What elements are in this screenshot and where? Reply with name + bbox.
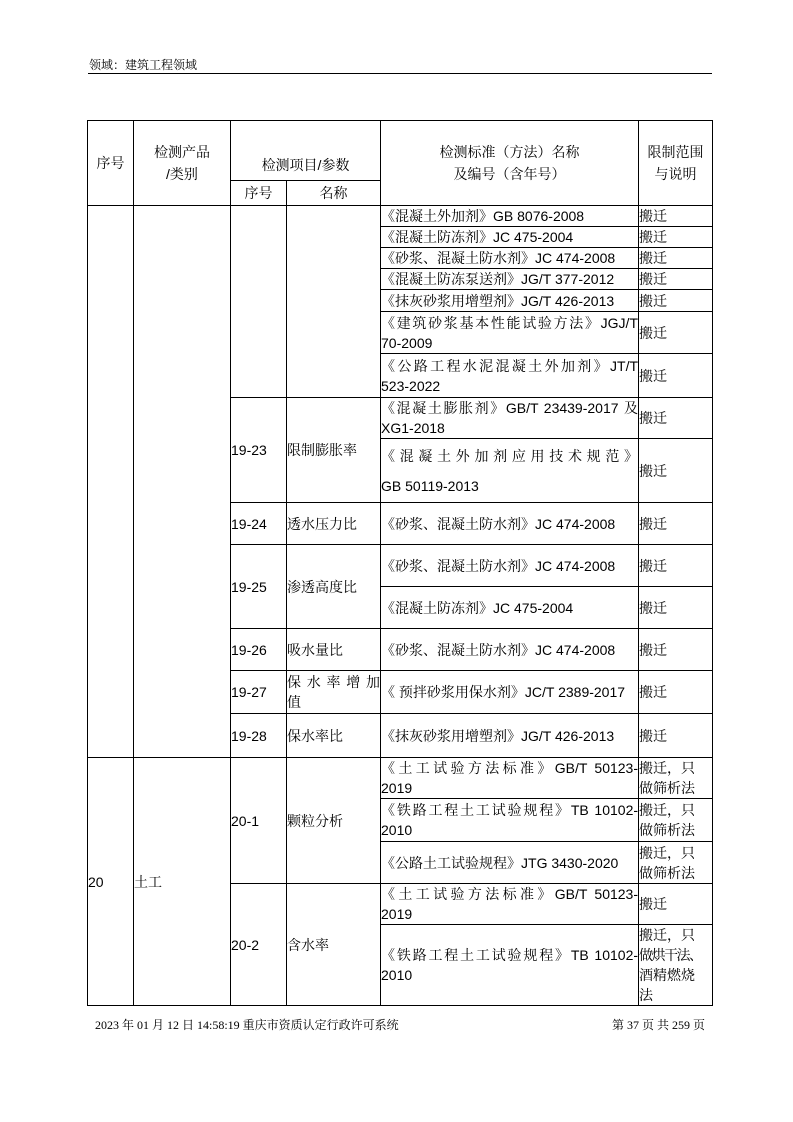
- standard-text: 《抹灰砂浆用增塑剂》JG/T 426-2013: [381, 727, 615, 744]
- table-header-row: [88, 121, 713, 181]
- limit-text: 搬迁: [639, 599, 668, 616]
- col-header-param-name: 名称: [287, 181, 381, 206]
- standard-text: 《公路工程水泥混凝土外加剂》JT/T: [381, 357, 639, 374]
- standard-cell: [381, 799, 639, 842]
- standard-cell: [381, 398, 639, 439]
- param-name-cell: [287, 629, 381, 671]
- param-seq-cell: 20-2: [231, 884, 287, 1006]
- standard-text: 2019: [381, 780, 413, 796]
- limit-cell: [639, 439, 713, 503]
- footer-page-info: 第 37 页 共 259 页: [611, 1018, 705, 1032]
- qualification-table: [87, 120, 713, 1006]
- col-header-standard-line: 及编号（含年号）: [453, 166, 566, 182]
- standard-cell: [381, 312, 639, 354]
- limit-text: 搬迁: [639, 271, 668, 287]
- standard-cell: [381, 714, 639, 758]
- table-row: [88, 206, 713, 227]
- standard-cell: [381, 629, 639, 671]
- standard-text: 《混凝土外加剂》GB 8076-2008: [381, 208, 585, 224]
- standard-text: 《混凝土外加剂应用技术规范》: [381, 447, 639, 464]
- standard-text: 《土工试验方法标准》GB/T 50123-: [381, 760, 639, 776]
- standard-text: 《混凝土防冻剂》JC 475-2004: [381, 599, 574, 616]
- col-header-limit-line: 限制范围: [647, 144, 704, 160]
- limit-cell: [639, 248, 713, 269]
- param-name-text: 值: [287, 694, 301, 710]
- standard-text: 2010: [381, 967, 413, 983]
- param-seq-cell: 19-28: [231, 714, 287, 758]
- limit-cell: [639, 842, 713, 884]
- standard-text: 《铁路工程土工试验规程》TB 10102-: [381, 947, 639, 963]
- limit-text: 搬迁: [639, 896, 668, 912]
- limit-text: 搬迁: [639, 727, 668, 744]
- col-header-standard-line: 检测标准（方法）名称: [439, 144, 580, 160]
- limit-cell: [639, 671, 713, 714]
- limit-cell: [639, 354, 713, 398]
- param-name-text: 吸水量比: [287, 641, 343, 658]
- limit-text: 做筛析法: [639, 864, 696, 881]
- param-name-cell: [287, 884, 381, 1006]
- page-header-domain: 领域：建筑工程领域: [89, 58, 198, 72]
- product-seq-cell: [88, 206, 134, 758]
- col-header-limit-line: 与说明: [654, 166, 697, 182]
- standard-cell: [381, 587, 639, 629]
- limit-text: 搬迁，只: [639, 844, 696, 861]
- standard-text: 2010: [381, 822, 413, 838]
- col-header-param-group: 检测项目/参数: [231, 121, 381, 181]
- limit-cell: [639, 290, 713, 312]
- col-header-standard: [381, 121, 639, 206]
- param-seq-cell: 19-23: [231, 398, 287, 503]
- limit-text: 搬迁: [639, 462, 668, 479]
- standard-cell: [381, 354, 639, 398]
- standard-text: 《抹灰砂浆用增塑剂》JG/T 426-2013: [381, 292, 615, 309]
- limit-text: 做烘干法、: [639, 947, 702, 963]
- limit-text: 搬迁: [639, 292, 668, 309]
- product-category-cell: 土工: [134, 758, 231, 1006]
- standard-text: 《砂浆、混凝土防水剂》JC 474-2008: [381, 250, 616, 266]
- col-header-limit: [639, 121, 713, 206]
- header-rule: [88, 73, 712, 74]
- col-header-category: [134, 121, 231, 206]
- col-header-seq: 序号: [88, 121, 134, 206]
- limit-cell: [639, 925, 713, 1006]
- limit-cell: [639, 714, 713, 758]
- limit-cell: [639, 629, 713, 671]
- standard-cell: [381, 671, 639, 714]
- param-seq-cell: 19-27: [231, 671, 287, 714]
- standard-text: 《混凝土防冻剂》JC 475-2004: [381, 229, 574, 245]
- standard-text: 《砂浆、混凝土防水剂》JC 474-2008: [381, 557, 616, 574]
- limit-text: 搬迁: [639, 324, 668, 341]
- limit-text: 搬迁，只: [639, 802, 696, 818]
- standard-text: 《 预拌砂浆用保水剂》JC/T 2389-2017: [381, 684, 626, 700]
- limit-cell: [639, 884, 713, 925]
- limit-text: 搬迁: [639, 208, 668, 224]
- limit-cell: [639, 758, 713, 799]
- limit-text: 酒精燃烧: [639, 967, 696, 983]
- standard-text: 《土工试验方法标准》GB/T 50123-: [381, 886, 639, 902]
- param-name-text: 颗粒分析: [287, 812, 343, 829]
- param-name-cell: [287, 206, 381, 398]
- param-name-text: 保水率增加: [287, 674, 381, 690]
- standard-cell: [381, 884, 639, 925]
- limit-text: 搬迁: [639, 641, 668, 658]
- limit-text: 法: [639, 987, 654, 1003]
- param-name-text: 透水压力比: [287, 515, 357, 532]
- limit-cell: [639, 398, 713, 439]
- table-row: [88, 758, 713, 799]
- param-name-text: 保水率比: [287, 727, 343, 744]
- col-header-category-line: 检测产品: [154, 144, 210, 160]
- col-header-param-seq: 序号: [231, 181, 287, 206]
- limit-cell: [639, 206, 713, 227]
- limit-cell: [639, 503, 713, 545]
- param-name-cell: [287, 398, 381, 503]
- limit-cell: [639, 799, 713, 842]
- param-name-text: 含水率: [287, 936, 329, 953]
- limit-text: 做筛析法: [639, 822, 696, 838]
- standard-cell: [381, 503, 639, 545]
- standard-text: 《公路土工试验规程》JTG 3430-2020: [381, 854, 619, 871]
- limit-cell: [639, 587, 713, 629]
- standard-cell: [381, 206, 639, 227]
- standard-text: 《混凝土防冻泵送剂》JG/T 377-2012: [381, 271, 615, 287]
- standard-cell: [381, 227, 639, 248]
- standard-cell: [381, 925, 639, 1006]
- param-name-cell: [287, 503, 381, 545]
- limit-text: 搬迁: [639, 515, 668, 532]
- col-header-category-line: /类别: [166, 166, 198, 182]
- limit-text: 搬迁: [639, 367, 668, 384]
- param-seq-cell: [231, 206, 287, 398]
- standard-text: 《砂浆、混凝土防水剂》JC 474-2008: [381, 641, 616, 658]
- product-category-cell: [134, 206, 231, 758]
- standard-text: 523-2022: [381, 377, 441, 394]
- param-name-cell: [287, 758, 381, 884]
- standard-text: 《铁路工程土工试验规程》TB 10102-: [381, 802, 639, 818]
- standard-cell: [381, 545, 639, 587]
- param-name-text: 限制膨胀率: [287, 442, 357, 458]
- param-name-cell: [287, 545, 381, 629]
- standard-cell: [381, 248, 639, 269]
- limit-text: 搬迁: [639, 410, 668, 426]
- limit-cell: [639, 545, 713, 587]
- limit-text: 搬迁: [639, 684, 668, 700]
- limit-cell: [639, 227, 713, 248]
- limit-text: 搬迁，只: [639, 760, 696, 776]
- limit-text: 搬迁，只: [639, 927, 696, 943]
- limit-text: 做筛析法: [639, 780, 696, 796]
- param-name-cell: [287, 671, 381, 714]
- param-name-text: 渗透高度比: [287, 578, 357, 595]
- limit-text: 搬迁: [639, 229, 668, 245]
- standard-text: 《砂浆、混凝土防水剂》JC 474-2008: [381, 515, 616, 532]
- standard-text: 《混凝土膨胀剂》GB/T 23439-2017 及: [381, 400, 639, 416]
- standard-cell: [381, 842, 639, 884]
- standard-cell: [381, 290, 639, 312]
- standard-text: 70-2009: [381, 334, 433, 351]
- standard-text: 2019: [381, 906, 413, 922]
- limit-text: 搬迁: [639, 250, 668, 266]
- footer-timestamp-system: 2023 年 01 月 12 日 14:58:19 重庆市资质认定行政许可系统: [95, 1018, 399, 1032]
- standard-text: 《建筑砂浆基本性能试验方法》JGJ/T: [381, 314, 639, 331]
- limit-text: 搬迁: [639, 557, 668, 574]
- param-seq-cell: 20-1: [231, 758, 287, 884]
- standard-cell: [381, 439, 639, 503]
- limit-cell: [639, 312, 713, 354]
- product-seq-cell: 20: [88, 758, 134, 1006]
- param-name-cell: [287, 714, 381, 758]
- standard-text: GB 50119-2013: [381, 477, 479, 494]
- limit-cell: [639, 269, 713, 290]
- standard-cell: [381, 269, 639, 290]
- param-seq-cell: 19-25: [231, 545, 287, 629]
- standard-cell: [381, 758, 639, 799]
- standard-text: XG1-2018: [381, 420, 445, 436]
- param-seq-cell: 19-24: [231, 503, 287, 545]
- param-seq-cell: 19-26: [231, 629, 287, 671]
